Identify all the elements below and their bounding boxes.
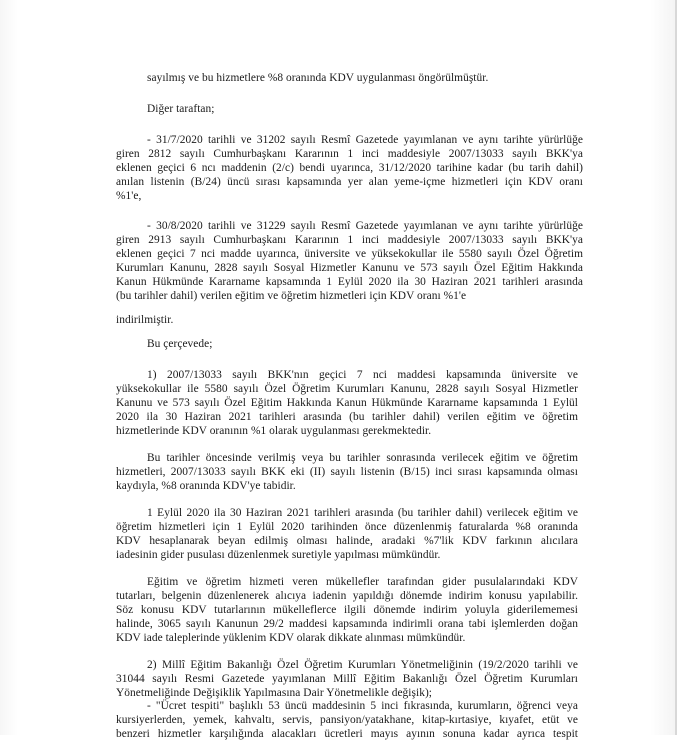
text-line: 2) Millî Eğitim Bakanlığı Özel Öğretim Kurumları Yönetmeliğinin (19/2/2020 tarihli ve bbox=[147, 659, 578, 671]
text-line: 1 Eylül 2020 ila 30 Haziran 2021 tarihleri arasında (bu tarihler dahil) verilecek eğitim ve bbox=[147, 507, 578, 519]
text-line: Yönetmeliğinde Değişiklik Yapılmasına Dair Yönetmelikle değişik); bbox=[116, 687, 433, 699]
text-line: Diğer taraftan; bbox=[147, 103, 215, 115]
text-line: iadesinin gider pusulası düzenlenmek suretiyle yapılması mümkündür. bbox=[116, 549, 441, 561]
text-line: - 31/7/2020 tarihli ve 31202 sayılı Resmî Gazetede yayımlanan ve aynı tarihte yürürlüğe bbox=[147, 134, 583, 146]
text-line: kaydıyla, %8 oranında KDV'ye tabidir. bbox=[116, 480, 296, 492]
text-line: anılan listenin (B/24) üncü sırası kapsamında yer alan yeme-içme hizmetleri için KDV oranı bbox=[116, 176, 583, 188]
text-line: KDV hesaplanarak beyan edilmiş olması halinde, aradaki %7'lik KDV farkının alıcılara bbox=[116, 535, 578, 547]
text-line: KDV iade taleplerinde yüklenim KDV olarak dikkate alınması mümkündür. bbox=[116, 632, 466, 644]
text-line: tutarları, belgenin düzenlenerek alıcıya iadenin yapıldığı dönemde indirim konusu yapılabilir. bbox=[116, 590, 578, 602]
text-line: Bu tarihler öncesinde verilmiş veya bu tarihler sonrasında verilecek eğitim ve öğretim bbox=[147, 452, 578, 464]
text-line: %1'e, bbox=[116, 190, 142, 202]
text-line: Söz konusu KDV tutarlarının mükelleflerce ilgili dönemde indirim yoluyla giderilememesi bbox=[116, 604, 578, 616]
text-line: - 30/8/2020 tarihli ve 31229 sayılı Resmî Gazetede yayımlanan ve aynı tarihte yürürlüğe bbox=[147, 220, 583, 232]
text-line: öğretim hizmetleri için 1 Eylül 2020 tarihinden önce düzenlenmiş faturalarda %8 oranında bbox=[116, 521, 578, 533]
text-line: sayılmış ve bu hizmetlere %8 oranında KDV uygulanması öngörülmüştür. bbox=[147, 72, 489, 84]
text-line: Kanunu ve 573 sayılı Özel Eğitim Hakkında Kanun Hükmünde Kararname kapsamında 1 Eylül bbox=[116, 397, 578, 409]
text-line: benzeri hizmetler karşılığında alacakları ücretleri mayıs ayının sonuna kadar ayrıca tespit bbox=[116, 728, 578, 740]
text-line: kursiyerlerden, yemek, kahvaltı, servis, pansiyon/yatakhane, kitap-kırtasiye, kıyafet, etüt ve bbox=[116, 714, 578, 726]
text-line: yüksekokullar ile 5580 sayılı Özel Öğretim Kurumları Kanunu, 2828 sayılı Sosyal Hizmetler bbox=[116, 383, 578, 395]
text-line: 2020 ila 30 Haziran 2021 tarihleri arasında (bu tarihler dahil) verilen eğitim ve öğretim bbox=[116, 411, 578, 423]
text-line: giren 2812 sayılı Cumhurbaşkanı Kararının 1 inci maddesiyle 2007/13033 sayılı BKK'ya bbox=[116, 148, 583, 160]
text-line: Kanun Hükmünde Kararname kapsamında 1 Eylül 2020 ila 30 Haziran 2021 tarihleri arasında bbox=[116, 276, 583, 288]
text-line: halinde, 3065 sayılı Kanunun 29/2 maddesi kapsamında indirimli orana tabi işlemlerden doğan bbox=[116, 618, 578, 630]
text-line: eklenen geçici 6 ncı maddenin (2/c) bendi uyarınca, 31/12/2020 tarihine kadar (bu tarih dahil) bbox=[116, 162, 583, 174]
text-line: Eğitim ve öğretim hizmeti veren mükellefler tarafından gider pusulalarındaki KDV bbox=[147, 576, 578, 588]
text-line: 1) 2007/13033 sayılı BKK'nın geçici 7 nci maddesi kapsamında üniversite ve bbox=[147, 369, 578, 381]
text-line: (bu tarihler dahil) verilen eğitim ve öğretim hizmetleri için KDV oranı %1'e bbox=[116, 290, 467, 302]
text-line: Kurumları Kanunu, 2828 sayılı Sosyal Hizmetler Kanunu ve 573 sayılı Özel Eğitim Hakkında bbox=[116, 262, 583, 274]
text-line: hizmetlerinde KDV oranının %1 olarak uygulanması gerekmektedir. bbox=[116, 425, 432, 437]
text-line: eklenen geçici 7 nci madde uyarınca, üniversite ve yüksekokullar ile 5580 sayılı Özel Öğretim bbox=[116, 248, 583, 260]
text-line: giren 2913 sayılı Cumhurbaşkanı Kararının 1 inci maddesiyle 2007/13033 sayılı BKK'ya bbox=[116, 234, 583, 246]
text-line: 31044 sayılı Resmi Gazetede yayımlanan Millî Eğitim Bakanlığı Özel Öğretim Kurumları bbox=[116, 673, 578, 685]
text-line: hizmetleri, 2007/13033 sayılı BKK eki (II) sayılı listenin (B/15) inci sırası kapsamında olması bbox=[116, 466, 578, 478]
text-line: - "Ücret tespiti" başlıklı 53 üncü maddesinin 5 inci fıkrasında, kurumların, öğrenci veya bbox=[147, 700, 578, 712]
text-line: indirilmiştir. bbox=[116, 314, 174, 326]
text-line: Bu çerçevede; bbox=[147, 338, 213, 350]
